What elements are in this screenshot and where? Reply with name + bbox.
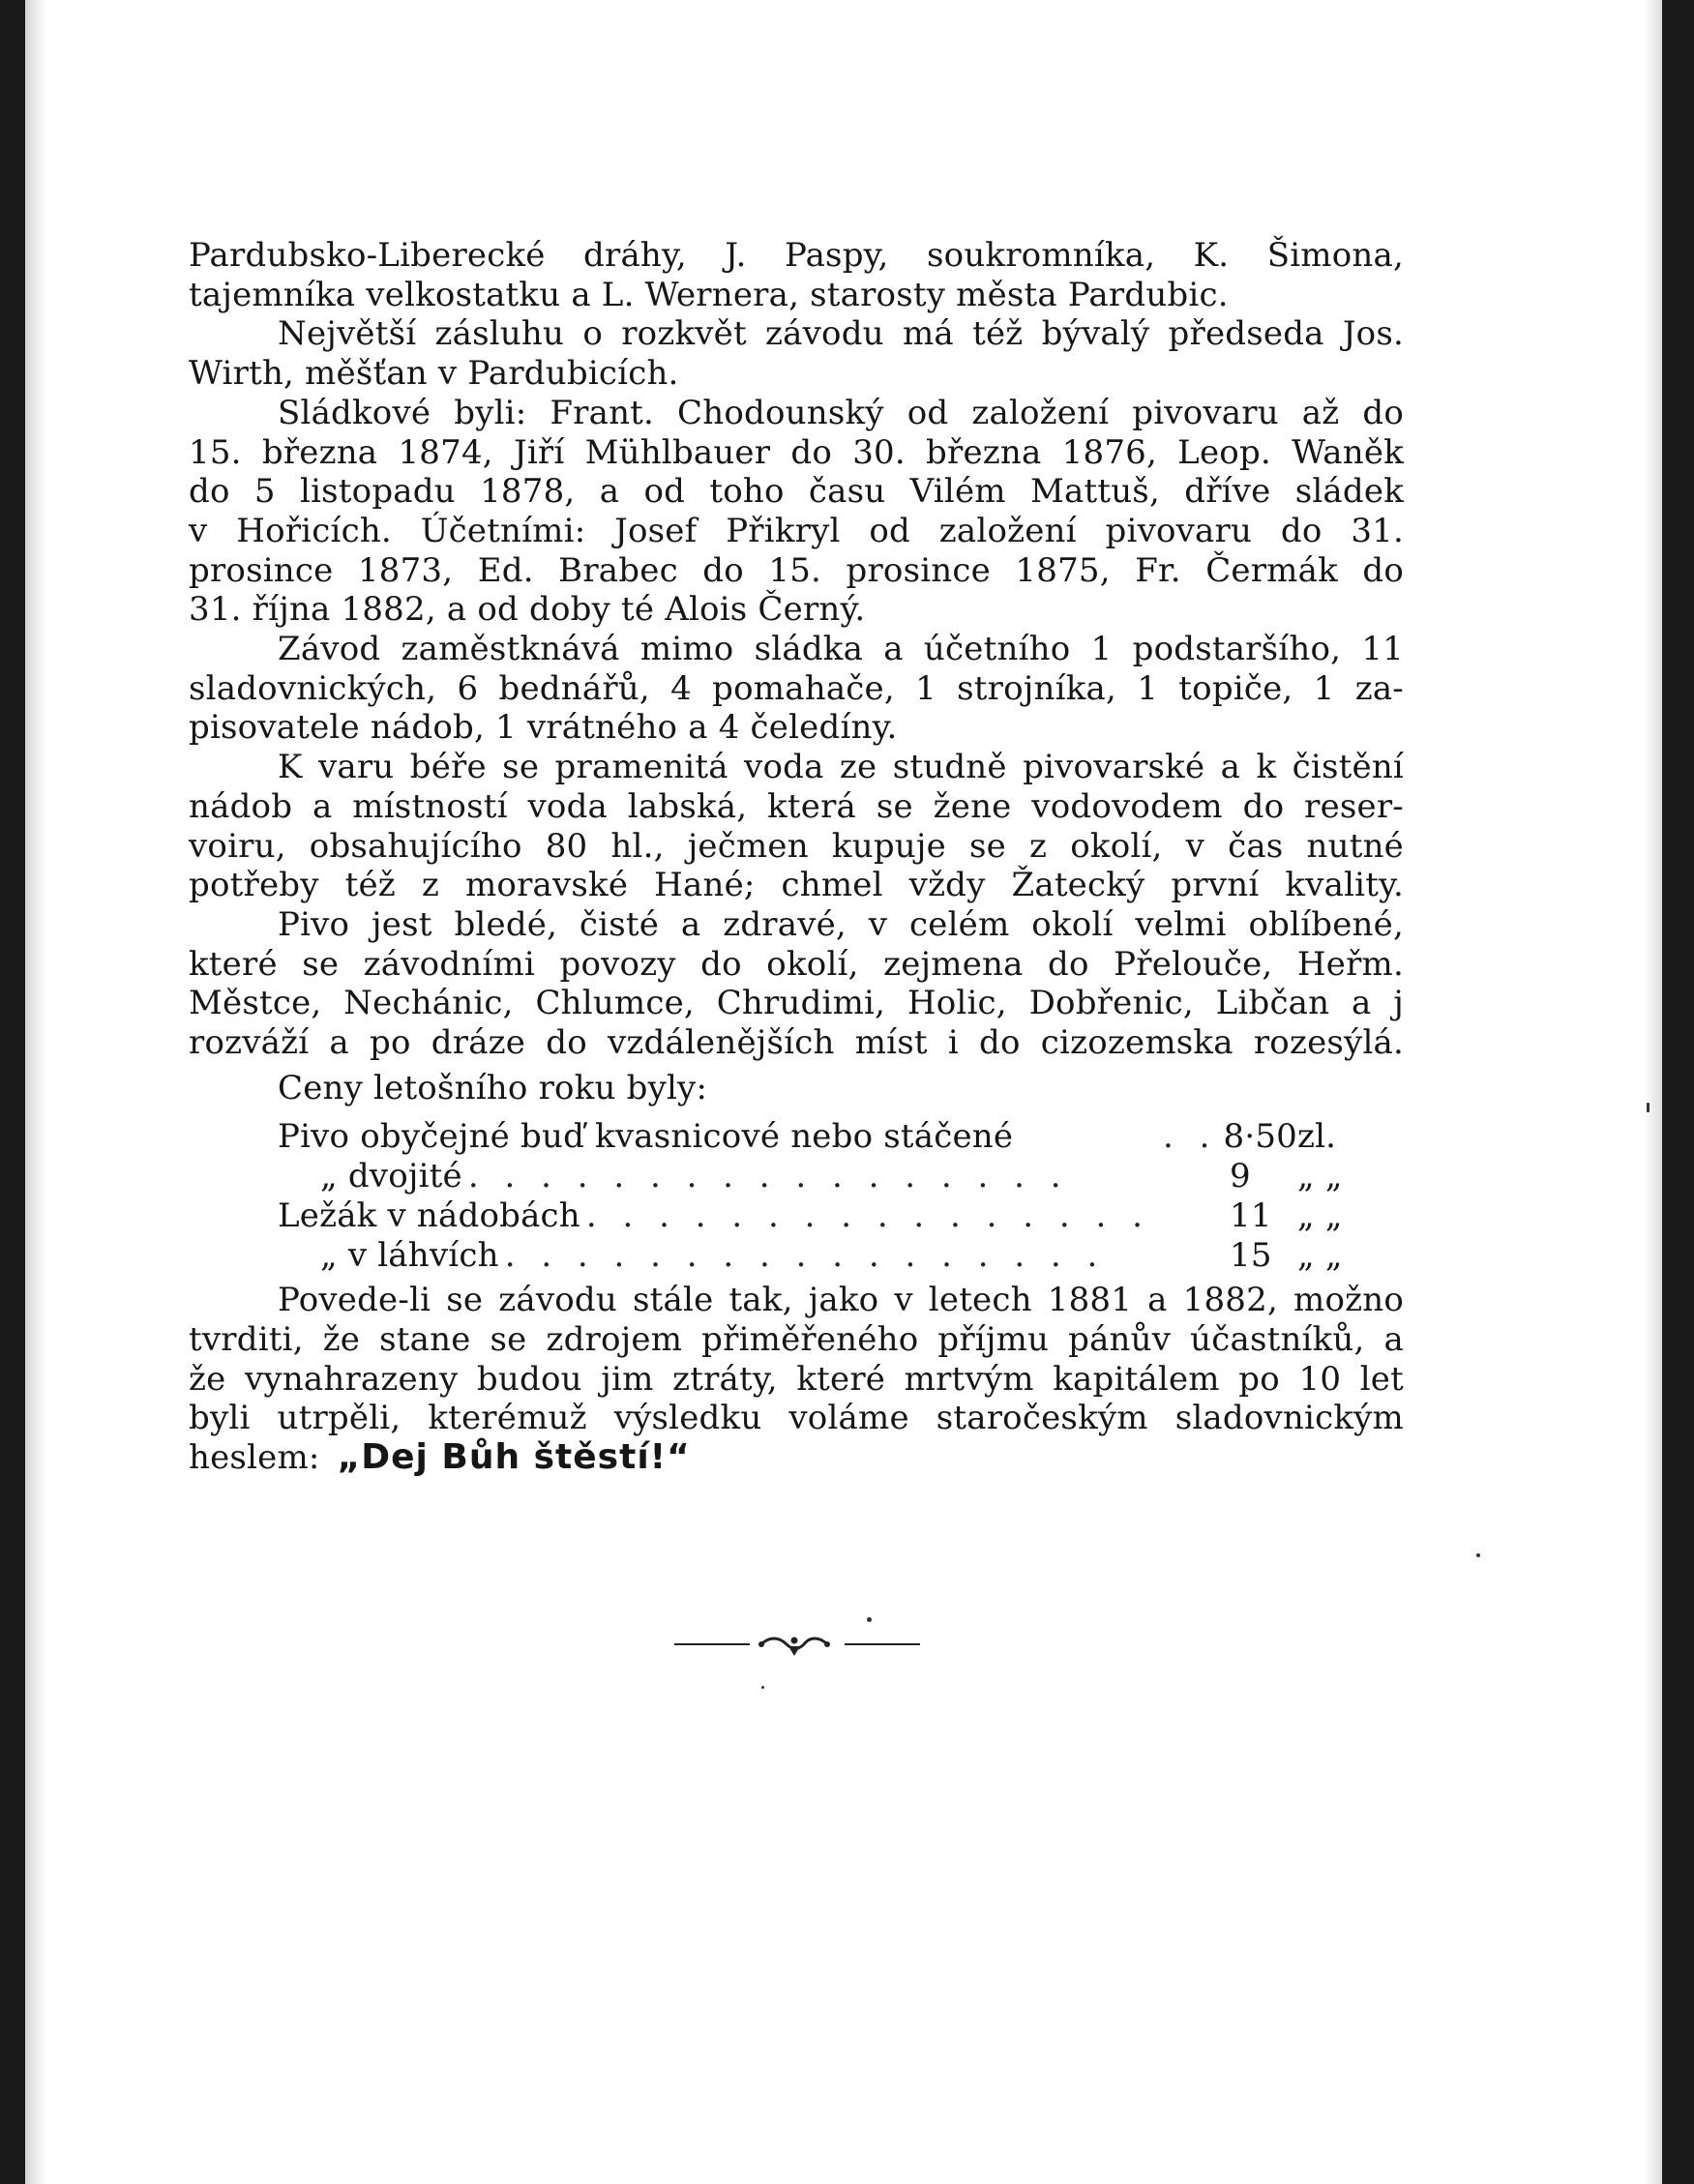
scan-speck bbox=[1476, 1553, 1480, 1557]
text-line: Sládkové byli: Frant. Chodounský od založení pivovaru až do bbox=[278, 393, 1404, 432]
text-line: Povede-li se závodu stále tak, jako v letech 1881 a 1882, možno bbox=[278, 1281, 1404, 1320]
scan-border-right bbox=[1662, 0, 1694, 2184]
price-value: 15 bbox=[1230, 1235, 1272, 1275]
text-line: potřeby též z moravské Hané; chmel vždy Žatecký první kvality. bbox=[189, 866, 1404, 905]
price-leader-dots: . . . . . . . . . . . . . . . . bbox=[585, 1195, 1150, 1235]
text-line: Největší zásluhu o rozkvět závodu má též bývalý předseda Jos. bbox=[278, 314, 1404, 354]
price-unit: „ „ bbox=[1297, 1235, 1343, 1275]
price-row bbox=[189, 1117, 1404, 1157]
text-line: v Hořicích. Účetními: Josef Přikryl od založení pivovaru do 31. bbox=[189, 511, 1404, 550]
motto: „Dej Bůh štěstí!“ bbox=[337, 1437, 691, 1478]
text-line: Pivo jest bledé, čisté a zdravé, v celém okolí velmi oblíbené, bbox=[278, 904, 1404, 944]
text-line: Wirth, měšťan v Pardubicích. bbox=[189, 354, 679, 394]
scan-shadow-left bbox=[25, 0, 46, 2184]
closing-prefix: heslem: bbox=[189, 1438, 320, 1478]
prices-heading: Ceny letošního roku byly: bbox=[278, 1068, 708, 1107]
text-line: že vynahrazeny budou jim ztráty, které mrtvým kapitálem po 10 let bbox=[189, 1359, 1404, 1399]
price-leader-dots: . . bbox=[1163, 1117, 1218, 1157]
price-value: 11 bbox=[1230, 1195, 1272, 1235]
fleuron-divider-icon bbox=[672, 1625, 924, 1664]
price-label: Ležák v nádobách bbox=[278, 1195, 580, 1235]
page-text bbox=[189, 236, 1404, 1478]
price-label: „ dvojité bbox=[320, 1157, 462, 1196]
closing-final-line bbox=[189, 1438, 1404, 1478]
price-list bbox=[189, 1117, 1404, 1275]
text-line: nádob a místností voda labská, která se žene vodovodem do reser- bbox=[189, 786, 1404, 826]
scan-speck bbox=[867, 1617, 872, 1622]
text-line: prosince 1873, Ed. Brabec do 15. prosince 1875, Fr. Čermák do bbox=[189, 550, 1404, 590]
closing-paragraph bbox=[189, 1281, 1404, 1478]
price-label: Pivo obyčejné buď kvasnicové nebo stáčené bbox=[278, 1117, 1014, 1157]
text-line: K varu béře se pramenitá voda ze studně pivovarské a k čistění bbox=[278, 748, 1404, 787]
scan-border-left bbox=[0, 0, 25, 2184]
text-line: 15. března 1874, Jiří Mühlbauer do 30. března 1876, Leop. Waněk bbox=[189, 432, 1404, 472]
price-leader-dots: . . . . . . . . . . . . . . . . . bbox=[504, 1235, 1106, 1275]
price-row bbox=[189, 1236, 1404, 1276]
scan-shadow-right bbox=[1645, 0, 1662, 2184]
text-line: 31. října 1882, a od doby té Alois Černý. bbox=[189, 590, 866, 630]
price-unit: „ „ bbox=[1297, 1157, 1343, 1196]
price-unit: zl. bbox=[1297, 1117, 1337, 1157]
scan-speck bbox=[1647, 1103, 1649, 1112]
text-line: Městce, Nechánic, Chlumce, Chrudimi, Holic, Dobřenic, Libčan a j bbox=[189, 984, 1404, 1023]
text-line: do 5 listopadu 1878, a od toho času Vilém Mattuš, dříve sládek bbox=[189, 472, 1404, 512]
text-line: voiru, obsahujícího 80 hl., ječmen kupuje se z okolí, v čas nutné bbox=[189, 826, 1404, 866]
price-label: „ v láhvích bbox=[320, 1235, 499, 1275]
text-line: pisovatele nádob, 1 vrátného a 4 čeledíny. bbox=[189, 708, 898, 748]
text-line: tajemníka velkostatku a L. Wernera, starosty města Pardubic. bbox=[189, 275, 1229, 314]
price-value: 8·50 bbox=[1223, 1117, 1297, 1157]
scan-speck bbox=[761, 1686, 764, 1689]
text-line: tvrditi, že stane se zdrojem přiměřeného příjmu pánův účastníků, a bbox=[189, 1319, 1404, 1359]
text-line: byli utrpěli, kterémuž výsledku voláme staročeským sladovnickým bbox=[189, 1399, 1404, 1438]
text-line: sladovnických, 6 bednářů, 4 pomahače, 1 strojníka, 1 topiče, 1 za- bbox=[189, 668, 1404, 708]
price-value: 9 bbox=[1230, 1157, 1251, 1196]
text-line: Závod zaměstknává mimo sládka a účetního 1 podstaršího, 11 bbox=[278, 630, 1404, 669]
price-row bbox=[189, 1196, 1404, 1236]
text-line: Pardubsko-Liberecké dráhy, J. Paspy, soukromníka, K. Šimona, bbox=[189, 236, 1404, 275]
price-unit: „ „ bbox=[1297, 1195, 1343, 1235]
text-line: rozváží a po dráze do vzdálenějších míst i do cizozemska rozesýlá. bbox=[189, 1023, 1404, 1063]
price-leader-dots: . . . . . . . . . . . . . . . . . bbox=[467, 1157, 1069, 1196]
price-row bbox=[189, 1157, 1404, 1196]
text-line: které se závodními povozy do okolí, zejmena do Přelouče, Heřm. bbox=[189, 944, 1404, 984]
